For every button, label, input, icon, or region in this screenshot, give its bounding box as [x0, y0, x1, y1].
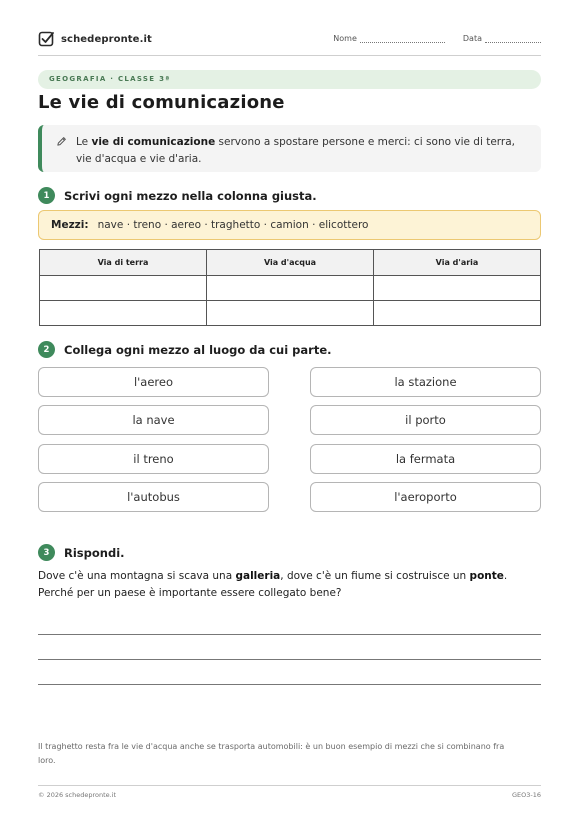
- question-text-part: , dove c'è un fiume si costruisce un: [280, 570, 470, 582]
- intro-text-pre: Le: [76, 136, 92, 148]
- table-header-cell: Via di terra: [40, 250, 207, 276]
- section-3-title: Rispondi.: [64, 545, 125, 560]
- question-bold-word: galleria: [235, 570, 281, 582]
- brand: [38, 30, 152, 48]
- date-blank[interactable]: [485, 35, 541, 43]
- table-cell[interactable]: [40, 301, 207, 326]
- date-field[interactable]: [463, 34, 541, 43]
- question-text-part: .: [503, 570, 508, 582]
- vehicle-card[interactable]: l'autobus: [38, 482, 269, 512]
- date-label: Data: [462, 34, 482, 43]
- place-card[interactable]: la fermata: [310, 444, 541, 474]
- table-row: [40, 301, 541, 326]
- table-row: [40, 276, 541, 301]
- page-title: Le vie di comunicazione: [38, 92, 285, 113]
- checkbox-check-icon: [38, 30, 55, 48]
- name-blank[interactable]: [360, 35, 445, 43]
- footer-code: GEO3-16: [511, 791, 541, 799]
- table-header-cell: Via d'acqua: [207, 250, 374, 276]
- page-header: [38, 30, 541, 56]
- mezzi-items: nave · treno · aereo · traghetto · camion · elicottero: [97, 219, 369, 231]
- question-text: [38, 568, 541, 602]
- intro-text-post: servono a spostare persone e merci: ci sono vie di terra, vie d'acqua e vie d'aria.: [76, 136, 516, 165]
- place-card[interactable]: l'aeroporto: [310, 482, 541, 512]
- section-3-number: 3: [38, 544, 55, 561]
- name-field[interactable]: [333, 34, 445, 43]
- vehicle-card[interactable]: la nave: [38, 405, 269, 435]
- pencil-icon: [56, 136, 67, 147]
- section-3-heading: [38, 544, 125, 561]
- teacher-note: Il traghetto resta fra le vie d'acqua anche se trasporta automobili: è un buon esempio di mezzi che si combinano fra loro.: [38, 742, 505, 765]
- footer-copyright: © 2026 schedepronte.it: [38, 791, 117, 799]
- intro-text-bold: vie di comunicazione: [91, 136, 216, 148]
- vehicle-card[interactable]: l'aereo: [38, 367, 269, 397]
- mezzi-label: Mezzi:: [51, 219, 89, 231]
- question-line-1: [38, 568, 541, 585]
- section-1-title: Scrivi ogni mezzo nella colonna giusta.: [64, 188, 317, 203]
- table-cell[interactable]: [374, 301, 541, 326]
- section-2-heading: [38, 341, 332, 358]
- section-2-title: Collega ogni mezzo al luogo da cui parte.: [64, 342, 332, 357]
- answer-line[interactable]: [38, 659, 541, 660]
- question-text-part: Dove c'è una montagna si scava una: [38, 570, 236, 582]
- table-header-row: [40, 250, 541, 276]
- name-label: Nome: [333, 34, 357, 43]
- answer-line[interactable]: [38, 684, 541, 685]
- place-card[interactable]: il porto: [310, 405, 541, 435]
- matching-exercise: [38, 367, 541, 513]
- section-1-heading: [38, 187, 317, 204]
- table-cell[interactable]: [40, 276, 207, 301]
- place-card[interactable]: la stazione: [310, 367, 541, 397]
- question-bold-word: ponte: [469, 570, 504, 582]
- brand-name: schedepronte.it: [61, 33, 152, 45]
- section-2-number: 2: [38, 341, 55, 358]
- sorting-table: [39, 249, 541, 326]
- table-cell[interactable]: [207, 276, 374, 301]
- answer-line[interactable]: [38, 634, 541, 635]
- vehicle-card[interactable]: il treno: [38, 444, 269, 474]
- mezzi-box: [38, 210, 541, 240]
- page-footer: [38, 785, 541, 799]
- subject-tag: GEOGRAFIA · CLASSE 3ª: [38, 70, 541, 89]
- intro-box: [38, 125, 541, 172]
- section-1-number: 1: [38, 187, 55, 204]
- table-cell[interactable]: [207, 301, 374, 326]
- student-fields: [333, 34, 541, 43]
- table-header-cell: Via d'aria: [374, 250, 541, 276]
- question-line-2: Perché per un paese è importante essere collegato bene?: [38, 587, 342, 599]
- table-cell[interactable]: [374, 276, 541, 301]
